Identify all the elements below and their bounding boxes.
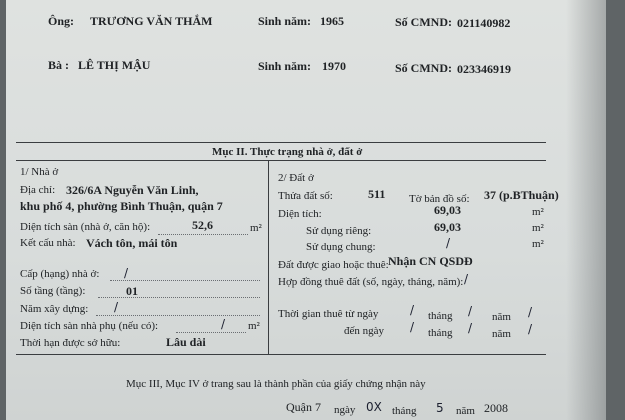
- house-address-label: Địa chỉ:: [20, 184, 56, 196]
- land-lease-to-month: /: [468, 321, 473, 335]
- land-lease-from-year-label: năm: [492, 311, 511, 323]
- house-term-value: Lâu dài: [166, 335, 206, 349]
- footer-note: Mục III, Mục IV ở trang sau là thành phần của giấy chứng nhận này: [126, 378, 426, 390]
- land-lease-to-year: /: [528, 322, 533, 336]
- house-grade-label: Cấp (hạng) nhà ở:: [20, 268, 100, 280]
- section2-title: Mục II. Thực trạng nhà ở, đất ở: [212, 146, 363, 158]
- house-floor-area-label: Diện tích sàn (nhà ở, căn hộ):: [20, 221, 151, 233]
- house-aux-area-label: Diện tích sàn nhà phụ (nếu có):: [20, 320, 159, 332]
- land-private-value: 69,03: [434, 220, 461, 234]
- land-area-label: Diện tích:: [278, 208, 322, 220]
- wife-id-label: Số CMND:: [395, 61, 452, 75]
- land-lease-from-day: /: [410, 303, 415, 317]
- footer-day-label: ngày: [334, 404, 356, 416]
- footer-year-value: 2008: [484, 401, 508, 415]
- land-map-sheet-label: Tờ bản đồ số:: [409, 193, 470, 205]
- section2-top-border: [16, 142, 546, 143]
- land-area-value: 69,03: [434, 203, 461, 217]
- land-parcel-value: 511: [368, 187, 386, 201]
- land-lease-from-month-label: tháng: [428, 310, 453, 322]
- land-parcel-label: Thửa đất số:: [278, 190, 333, 202]
- footer-month-value: 5: [436, 401, 444, 415]
- land-shared-unit: m²: [532, 238, 544, 250]
- house-aux-area-value: /: [221, 317, 226, 331]
- land-contract-value: /: [464, 272, 469, 286]
- land-private-unit: m²: [532, 222, 544, 234]
- wife-name: LÊ THỊ MẬU: [78, 58, 151, 72]
- house-structure-label: Kết cấu nhà:: [20, 237, 76, 249]
- husband-birth-label: Sinh năm:: [258, 14, 312, 28]
- wife-birth-label: Sinh năm:: [258, 59, 312, 73]
- land-lease-to-label: đến ngày: [344, 325, 385, 337]
- land-contract-label: Hợp đồng thuê đất (số, ngày, tháng, năm):: [278, 276, 464, 288]
- land-private-label: Sử dụng riêng:: [306, 225, 372, 237]
- land-area-unit: m²: [532, 206, 544, 218]
- house-floor-area-value: 52,6: [192, 218, 213, 232]
- land-shared-label: Sử dụng chung:: [306, 241, 376, 253]
- land-map-sheet-value: 37 (p.BThuận): [484, 188, 559, 202]
- certificate-page: [6, 0, 606, 420]
- land-source-label: Đất được giao hoặc thuê:: [278, 259, 389, 271]
- land-source-value: Nhận CN QSDĐ: [388, 254, 473, 268]
- column-divider: [268, 161, 269, 354]
- land-lease-from-year: /: [528, 305, 533, 319]
- land-lease-to-day: /: [410, 320, 415, 334]
- house-structure-value: Vách tôn, mái tôn: [86, 236, 178, 250]
- house-grade-value: /: [124, 266, 129, 280]
- section2-title-border: [16, 160, 546, 161]
- footer-year-label: năm: [456, 405, 475, 417]
- house-term-label: Thời hạn được sở hữu:: [20, 337, 121, 349]
- house-floor-area-unit: m²: [250, 222, 262, 234]
- land-shared-value: /: [446, 236, 451, 250]
- house-aux-area-unit: m²: [248, 320, 260, 332]
- land-lease-to-year-label: năm: [492, 328, 511, 340]
- house-year-value: /: [114, 300, 119, 314]
- house-address-line2: khu phố 4, phường Bình Thuận, quận 7: [20, 199, 223, 213]
- footer-place: Quận 7: [286, 400, 321, 414]
- husband-id-number: 021140982: [457, 16, 511, 30]
- husband-name: TRƯƠNG VĂN THẮM: [90, 14, 213, 28]
- house-address-line1: 326/6A Nguyễn Văn Linh,: [66, 183, 199, 197]
- wife-label: Bà :: [48, 58, 69, 72]
- house-floors-label: Số tầng (tầng):: [20, 285, 86, 297]
- wife-id-number: 023346919: [457, 62, 511, 76]
- house-year-label: Năm xây dựng:: [20, 303, 89, 315]
- husband-label: Ông:: [48, 14, 75, 28]
- husband-birth-year: 1965: [320, 14, 344, 28]
- wife-birth-year: 1970: [322, 59, 346, 73]
- house-heading: 1/ Nhà ở: [20, 166, 59, 178]
- land-lease-from-month: /: [468, 304, 473, 318]
- footer-month-label: tháng: [392, 405, 417, 417]
- land-lease-to-month-label: tháng: [428, 327, 453, 339]
- footer-day-value: 0X: [366, 400, 382, 414]
- house-floors-value: 01: [126, 284, 138, 298]
- land-lease-from-label: Thời gian thuê từ ngày: [278, 308, 379, 320]
- land-heading: 2/ Đất ở: [278, 172, 314, 184]
- section2-bottom-border: [16, 354, 546, 355]
- husband-id-label: Số CMND:: [395, 15, 452, 29]
